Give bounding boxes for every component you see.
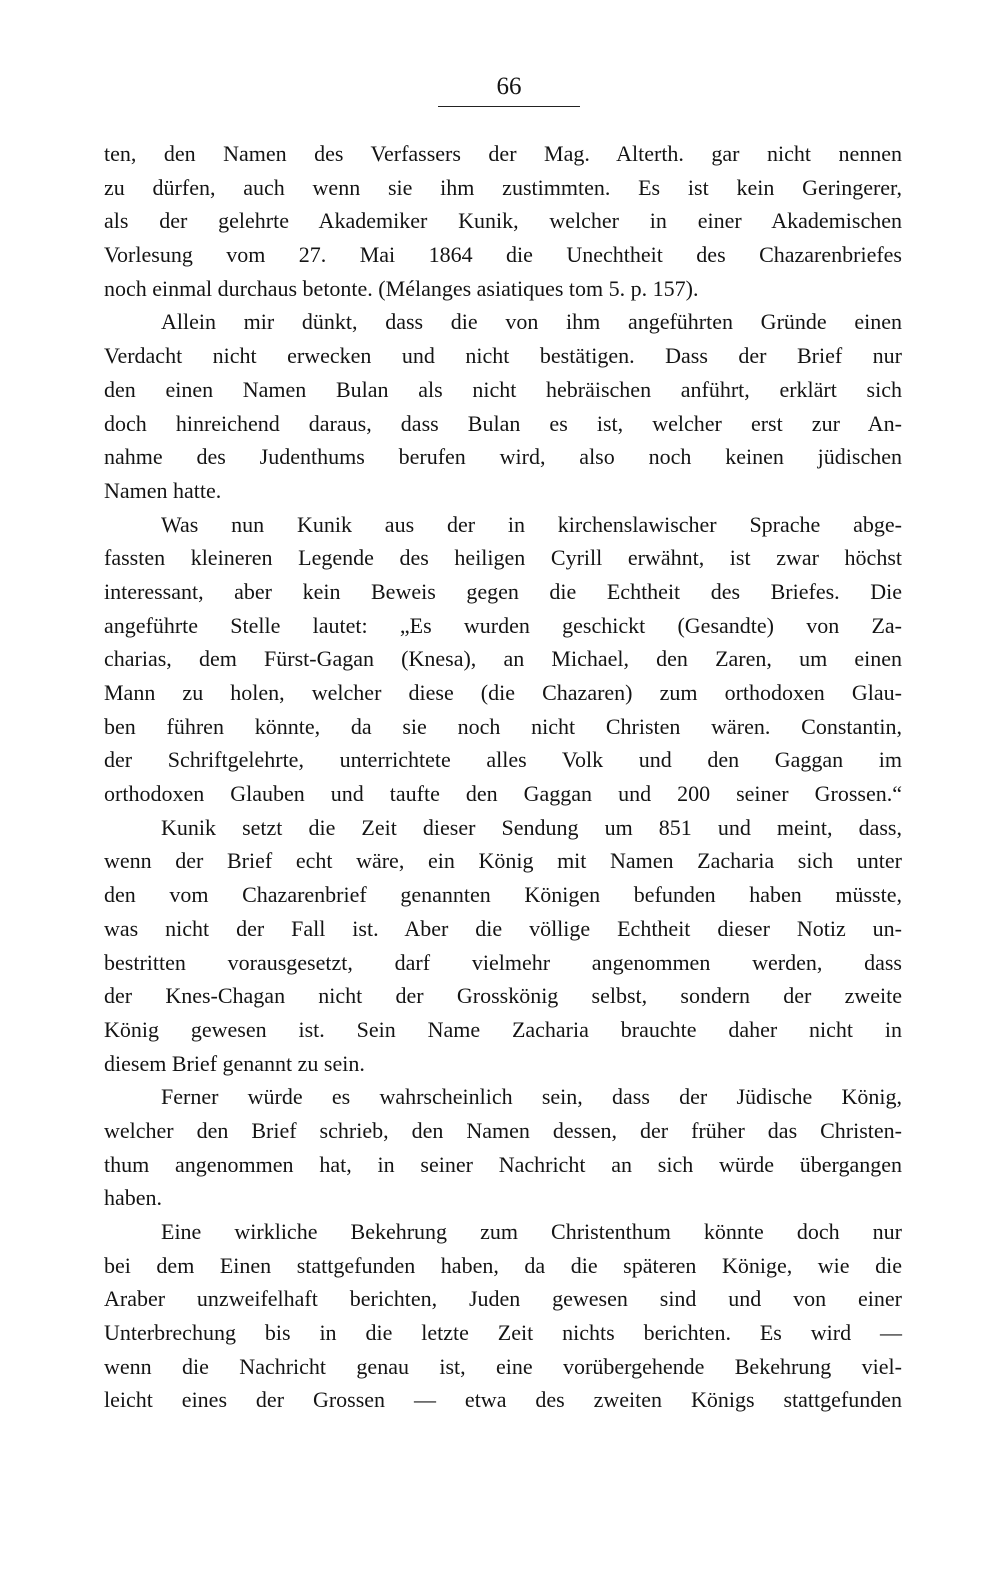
text-line: Was nun Kunik aus der in kirchenslawischer Sprache abge-	[161, 511, 902, 537]
text-line: Unterbrechung bis in die letzte Zeit nichts berichten. Es wird —	[104, 1320, 902, 1346]
text-line: Araber unzweifelhaft berichten, Juden gewesen sind und von einer	[104, 1286, 902, 1312]
text-line: thum angenommen hat, in seiner Nachricht an sich würde übergangen	[104, 1151, 902, 1177]
text-line: Eine wirkliche Bekehrung zum Christenthum könnte doch nur	[161, 1219, 902, 1244]
text-line: der Schriftgelehrte, unterrichtete alles Volk und den Gaggan im	[104, 747, 902, 773]
text-line: orthodoxen Glauben und taufte den Gaggan und 200 seiner Grossen.“	[104, 781, 902, 807]
text-line: Mann zu holen, welcher diese (die Chazaren) zum orthodoxen Glau-	[104, 680, 902, 705]
text-line: haben.	[104, 1185, 163, 1211]
text-line: Kunik setzt die Zeit dieser Sendung um 851 und meint, dass,	[161, 814, 902, 840]
text-line: den vom Chazarenbrief genannten Königen befunden haben müsste,	[104, 882, 902, 908]
text-line: noch einmal durchaus betonte. (Mélanges asiatiques tom 5. p. 157).	[104, 275, 699, 301]
text-line: angeführte Stelle lautet: „Es wurden geschickt (Gesandte) von Za-	[104, 612, 902, 638]
text-line: den einen Namen Bulan als nicht hebräischen anführt, erklärt sich	[104, 376, 902, 402]
text-line: Verdacht nicht erwecken und nicht bestätigen. Dass der Brief nur	[104, 343, 902, 369]
text-line: welcher den Brief schrieb, den Namen dessen, der früher das Christen-	[104, 1117, 902, 1143]
page-number-rule	[438, 106, 580, 107]
text-line: interessant, aber kein Beweis gegen die Echtheit des Briefes. Die	[104, 578, 902, 604]
text-line: Namen hatte.	[104, 477, 222, 503]
text-line: charias, dem Fürst-Gagan (Knesa), an Michael, den Zaren, um einen	[104, 646, 902, 672]
text-line: diesem Brief genannt zu sein.	[104, 1050, 365, 1076]
text-line: wenn der Brief echt wäre, ein König mit Namen Zacharia sich unter	[104, 848, 902, 874]
text-line: Allein mir dünkt, dass die von ihm angeführten Gründe einen	[161, 309, 902, 335]
text-line: leicht eines der Grossen — etwa des zweiten Königs stattgefunden	[104, 1387, 902, 1413]
text-line: was nicht der Fall ist. Aber die völlige Echtheit dieser Notiz un-	[104, 915, 902, 941]
text-line: fassten kleineren Legende des heiligen Cyrill erwähnt, ist zwar höchst	[104, 545, 902, 571]
text-line: nahme des Judenthums berufen wird, also noch keinen jüdischen	[104, 444, 902, 470]
page-number: 66	[496, 73, 522, 100]
text-line: bei dem Einen stattgefunden haben, da die späteren Könige, wie die	[104, 1252, 902, 1278]
text-line: ten, den Namen des Verfassers der Mag. Alterth. gar nicht nennen	[104, 141, 902, 166]
text-line: bestritten vorausgesetzt, darf vielmehr angenommen werden, dass	[104, 949, 902, 975]
body-text	[104, 137, 902, 1417]
text-line: zu dürfen, auch wenn sie ihm zustimmten. Es ist kein Geringerer,	[104, 174, 902, 200]
text-line: der Knes-Chagan nicht der Grosskönig selbst, sondern der zweite	[104, 983, 902, 1009]
text-line: Ferner würde es wahrscheinlich sein, dass der Jüdische König,	[161, 1084, 902, 1110]
text-line: wenn die Nachricht genau ist, eine vorübergehende Bekehrung viel-	[104, 1353, 902, 1379]
text-line: doch hinreichend daraus, dass Bulan es ist, welcher erst zur An-	[104, 410, 902, 436]
text-line: Vorlesung vom 27. Mai 1864 die Unechtheit des Chazarenbriefes	[104, 242, 902, 268]
text-line: ben führen könnte, da sie noch nicht Christen wären. Constantin,	[104, 713, 902, 739]
text-line: als der gelehrte Akademiker Kunik, welcher in einer Akademischen	[104, 208, 902, 234]
text-line: König gewesen ist. Sein Name Zacharia brauchte daher nicht in	[104, 1016, 902, 1042]
